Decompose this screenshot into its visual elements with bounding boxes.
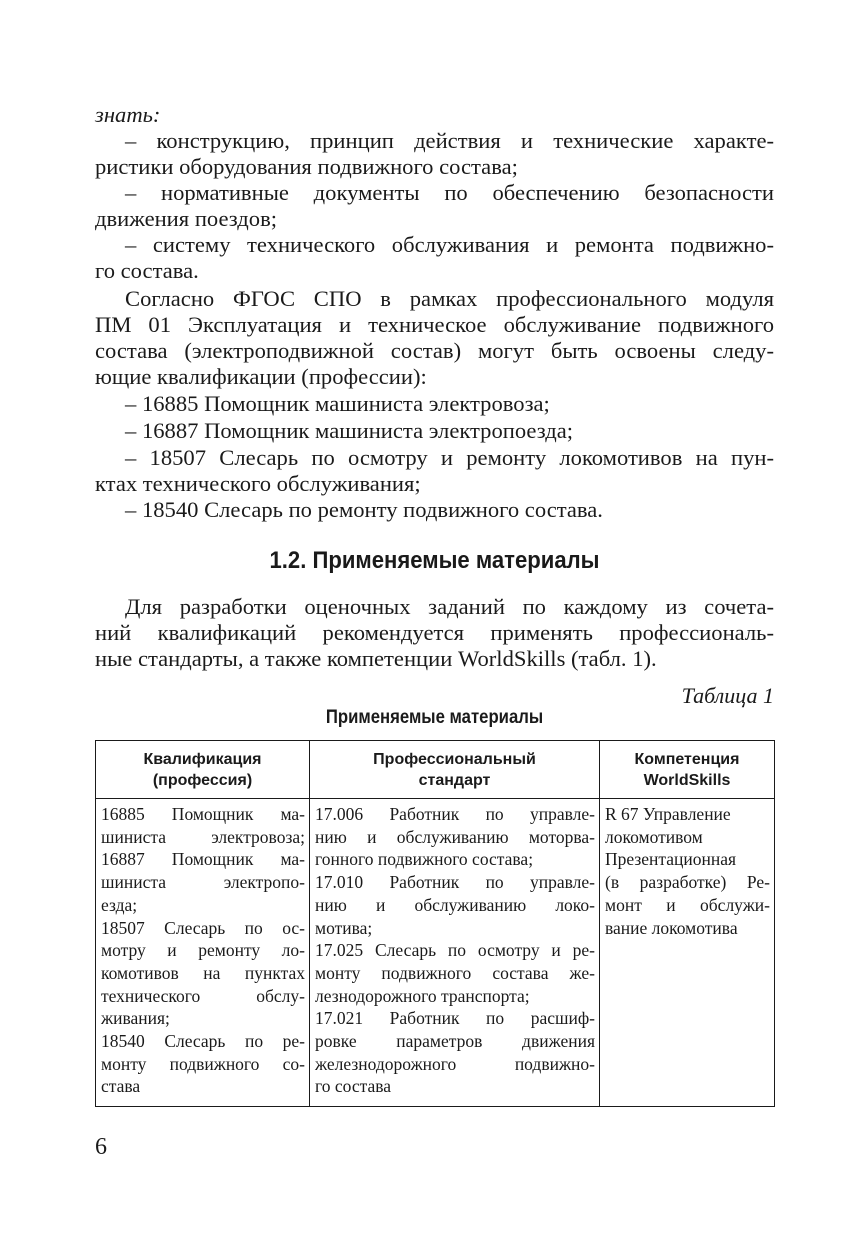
cell-line: монту подвижного со- [101,1053,305,1074]
cell-line: 17.010 Работник по управле- [315,872,595,893]
cell-line: локомотивом [605,826,703,847]
cell-line: шиниста электропо- [101,872,305,893]
body-line: движения поездов; [95,206,278,231]
body-line: – систему технического обслуживания и ремонта подвижно- [125,232,774,257]
section-line: ний квалификаций рекомендуется применять профессиональ- [95,620,774,645]
body-line: го состава. [95,258,199,283]
cell-line: езда; [101,894,138,915]
body-line: Согласно ФГОС СПО в рамках профессионального модуля [125,286,774,311]
qualification-item: – 16887 Помощник машиниста электропоезда; [125,418,574,443]
cell-line: вание локомотива [605,917,738,938]
section-line: ные стандарты, а также компетенции WorldSkills (табл. 1). [95,646,657,671]
header-standard: Профессиональный стандарт [310,741,600,799]
qualification-item: – 18540 Слесарь по ремонту подвижного состава. [125,497,603,522]
cell-line: 16885 Помощник ма- [101,804,305,824]
cell-line: железнодорожного подвижно- [315,1053,595,1074]
cell-line: нию и обслуживанию локо- [315,894,595,915]
cell-line: 17.021 Работник по расшиф- [315,1008,595,1029]
cell-qualifications [96,799,310,1107]
cell-line: лезнодорожного транспорта; [315,985,530,1006]
cell-line: става [101,1076,141,1097]
body-line: – нормативные документы по обеспечению безопасности [125,180,774,205]
table-row [96,799,775,1107]
cell-line: мотива; [315,917,373,938]
cell-competence [600,799,775,1107]
body-line: ристики оборудования подвижного состава; [95,154,518,179]
cell-line: монт и обслужи- [605,894,770,915]
cell-line: Презентационная [605,849,737,870]
materials-table [95,740,775,1107]
table-label: Таблица 1 [681,683,774,708]
body-line: ПМ 01 Эксплуатация и техническое обслуживание подвижного [95,312,774,337]
cell-line: 17.025 Слесарь по осмотру и ре- [315,940,595,961]
cell-line: R 67 Управление [605,804,731,824]
cell-line: (в разработке) Ре- [605,872,770,893]
cell-line: мотру и ремонту ло- [101,940,305,961]
table-title: Применяемые материалы [325,707,544,728]
cell-line: гонного подвижного состава; [315,849,534,870]
cell-line: технического обслу- [101,985,305,1006]
section-line: Для разработки оценочных заданий по каждому из сочета- [125,594,774,619]
section-heading: 1.2. Применяемые материалы [269,547,600,574]
cell-line: монту подвижного состава же- [315,962,595,983]
body-line: ктах технического обслуживания; [95,471,421,496]
table-header-row [96,741,775,799]
cell-line: комотивов на пунктах [101,962,305,983]
cell-line: ровке параметров движения [315,1031,595,1052]
page-number: 6 [95,1134,107,1160]
header-qualification: Квалификация (профессия) [96,741,310,799]
cell-line: шиниста электровоза; [101,826,305,847]
body-line: состава (электроподвижной состав) могут быть освоены следу- [95,338,774,363]
cell-line: живания; [101,1008,170,1029]
cell-line: го состава [315,1076,392,1097]
qualification-item: – 16885 Помощник машиниста электровоза; [125,391,550,416]
body-line: ющие квалификации (профессии): [95,364,427,389]
cell-line: нию и обслуживанию моторва- [315,826,595,847]
body-line: – конструкцию, принцип действия и технические характе- [125,128,774,153]
cell-line: 18540 Слесарь по ре- [101,1031,305,1052]
qualification-item: – 18507 Слесарь по осмотру и ремонту локомотивов на пун- [125,445,774,470]
cell-line: 16887 Помощник ма- [101,849,305,870]
header-competence: Компетенция WorldSkills [600,741,775,799]
cell-standards [310,799,600,1107]
know-label: знать: [95,102,161,127]
cell-line: 18507 Слесарь по ос- [101,917,305,938]
cell-line: 17.006 Работник по управле- [315,804,595,824]
